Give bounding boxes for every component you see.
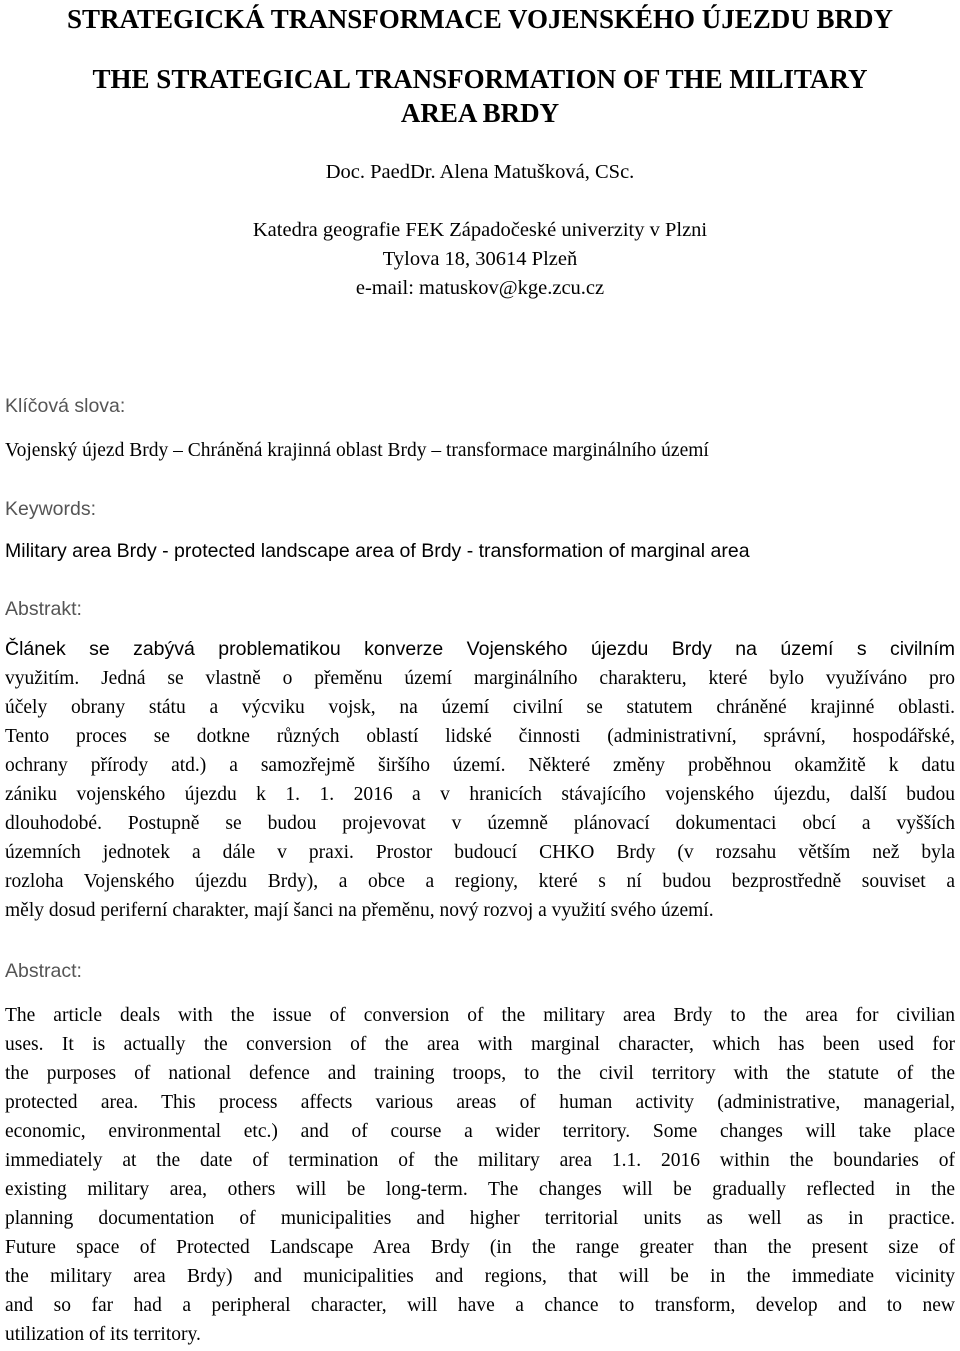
abstract-cz-line: dlouhodobé. Postupně se budou projevovat v územně plánovací dokumentaci obcí a vyšších [5,813,955,834]
affiliation-email: e-mail: matuskov@kge.zcu.cz [355,277,605,299]
abstract-en-line: The article deals with the issue of conversion of the military area Brdy to the area for civilian [5,1005,955,1026]
abstract-en-line: immediately at the date of termination of the military area 1.1. 2016 within the boundaries of [5,1150,955,1171]
abstract-cz-label: Abstrakt: [5,598,82,620]
author-name: Doc. PaedDr. Alena Matušková, CSc. [325,161,635,183]
abstract-cz-line: Článek se zabývá problematikou konverze Vojenského újezdu Brdy na území s civilním [5,638,955,660]
abstract-en-line: economic, environmental etc.) and of course a wider territory. Some changes will take place [5,1121,955,1142]
abstract-cz-body [5,635,955,925]
abstract-cz-line: Tento proces se dotkne různých oblastí lidské činnosti (administrativní, správní, hospodářské, [5,726,955,747]
abstract-en-line: protected area. This process affects various areas of human activity (administrative, managerial, [5,1092,955,1113]
abstract-en-line: and so far had a peripheral character, will have a chance to transform, develop and to new [5,1295,955,1316]
title-english-line-2: AREA BRDY [400,98,560,128]
keywords-cz-label: Klíčová slova: [5,395,126,417]
title-czech: STRATEGICKÁ TRANSFORMACE VOJENSKÉHO ÚJEZDU BRDY [66,4,894,34]
abstract-en-line: Future space of Protected Landscape Area Brdy (in the range greater than the present size of [5,1237,955,1258]
title-english [0,62,960,130]
abstract-cz-line: využitím. Jedná se vlastně o přeměnu území marginálního charakteru, které bylo využíváno pro [5,668,955,689]
abstract-en-line: planning documentation of municipalities and higher territorial units as well as in practice. [5,1208,955,1229]
abstract-en-line: uses. It is actually the conversion of the area with marginal character, which has been used for [5,1034,955,1055]
abstract-cz-line: rozloha Vojenského újezdu Brdy), a obce a regiony, které s ní budou bezprostředně souviset a [5,871,955,892]
keywords-en-text: Military area Brdy - protected landscape area of Brdy - transformation of marginal area [5,540,750,562]
abstract-en-line: utilization of its territory. [5,1324,201,1345]
affiliation-department: Katedra geografie FEK Západočeské univerzity v Plzni [252,219,708,241]
affiliation-address: Tylova 18, 30614 Plzeň [382,248,578,270]
abstract-cz-line: zániku vojenského újezdu k 1. 1. 2016 a v hranicích stávajícího vojenského újezdu, další budou [5,784,955,805]
abstract-en-line: the purposes of national defence and training troops, to the civil territory with the statute of the [5,1063,955,1084]
abstract-en-line: the military area Brdy) and municipalities and regions, that will be in the immediate vicinity [5,1266,955,1287]
abstract-en-label: Abstract: [5,960,82,982]
abstract-en-line: existing military area, others will be long-term. The changes will be gradually reflected in the [5,1179,955,1200]
keywords-en-label: Keywords: [5,498,97,520]
abstract-cz-line: účely obrany státu a výcviku vojsk, na území civilní se statutem chráněné krajinné oblasti. [5,697,955,718]
author-affiliation [0,216,960,303]
keywords-cz-text: Vojenský újezd Brdy – Chráněná krajinná oblast Brdy – transformace marginálního území [5,440,709,461]
title-english-line-1: THE STRATEGICAL TRANSFORMATION OF THE MILITARY [92,64,868,94]
abstract-en-body [5,1001,955,1349]
abstract-cz-line: ochrany přírody atd.) a samozřejmě širšího území. Některé změny proběhnou okamžitě k datu [5,755,955,776]
abstract-cz-line: územních jednotek a dále v praxi. Prostor budoucí CHKO Brdy (v rozsahu větším než byla [5,842,955,863]
abstract-cz-line: měly dosud periferní charakter, mají šanci na přeměnu, nový rozvoj a využití svého území. [5,900,714,921]
